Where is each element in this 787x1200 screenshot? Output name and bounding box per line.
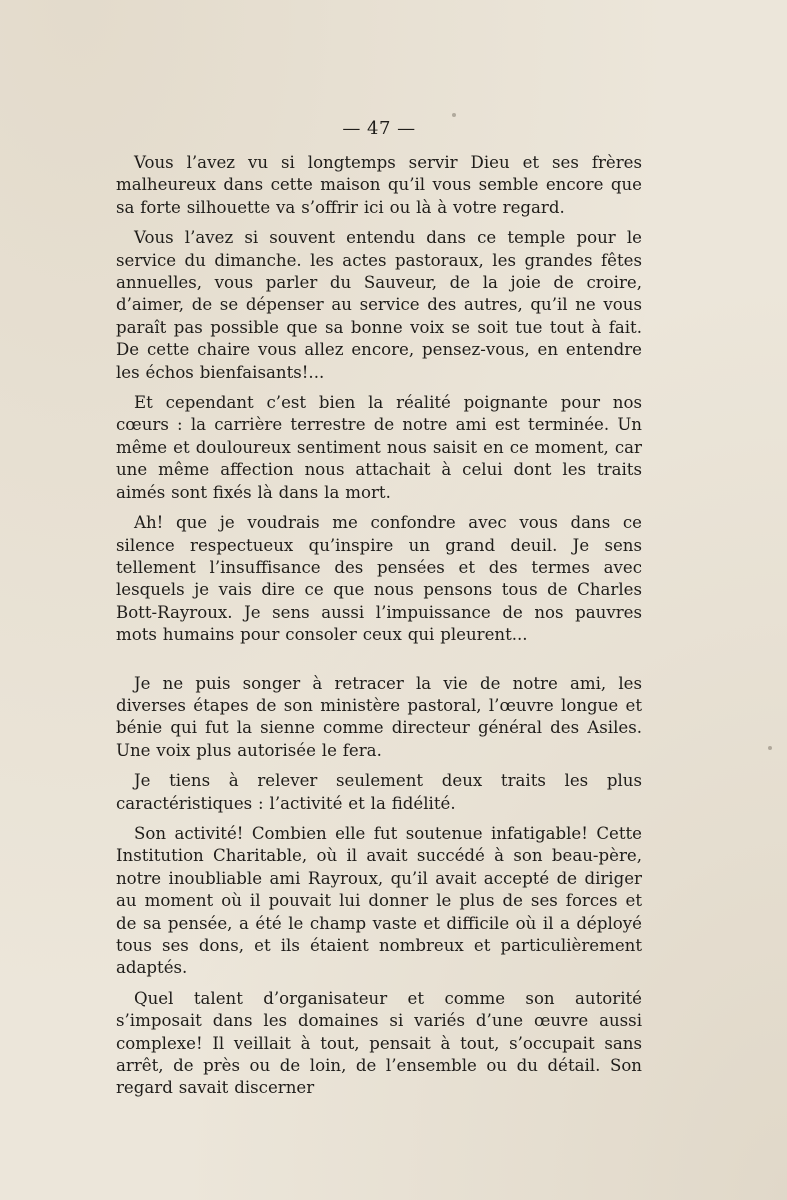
paragraph: Ah! que je voudrais me confondre avec vous dans ce silence respectueux qu’inspire un grand deuil. Je sens tellement l’insuffisance des pensées et des termes avec lesquels je vais dire ce que nous pensons tous de Charles Bott-Rayroux. Je sens aussi l’impuissance de nos pauvres mots humains pour consoler ceux qui pleurent...	[116, 513, 642, 645]
paragraph: Je ne puis songer à retracer la vie de notre ami, les diverses étapes de son ministère pastoral, l’œuvre longue et bénie qui fut la sienne comme directeur général des Asiles. Une voix plus autorisée le fera.	[116, 673, 642, 760]
page-content	[116, 118, 642, 1100]
page-number: — 47 —	[342, 118, 416, 139]
section-break	[116, 647, 642, 673]
paper-speck	[452, 113, 456, 117]
paragraph: Je tiens à relever seulement deux traits les plus caractéristiques : l’activité et la fidélité.	[116, 771, 642, 813]
text-section-1	[116, 152, 642, 647]
paragraph: Vous l’avez vu si longtemps servir Dieu et ses frères malheureux dans cette maison qu’il vous semble encore que sa forte silhouette va s’offrir ici ou là à votre regard.	[116, 153, 642, 217]
paragraph: Son activité! Combien elle fut soutenue infatigable! Cette Institution Charitable, où il avait succédé à son beau-père, notre inoubliable ami Rayroux, qu’il avait accepté de diriger au moment où il pouvait lui donner le plus de ses forces et de sa pensée, a été le champ vaste et difficile où il a déployé tous ses dons, et ils étaient nombreux et particulièrement adaptés.	[116, 823, 642, 978]
paragraph: Vous l’avez si souvent entendu dans ce temple pour le service du dimanche. les actes pastoraux, les grandes fêtes annuelles, vous parler du Sauveur, de la joie de croire, d’aimer, de se dépenser au service des autres, qu’il ne vous paraît pas possible que sa bonne voix se soit tue tout à fait. De cette chaire vous allez encore, pensez-vous, en entendre les échos bienfaisants!...	[116, 228, 642, 382]
paragraph: Quel talent d’organisateur et comme son autorité s’imposait dans les domaines si variés d’une œuvre aussi complexe! Il veillait à tout, pensait à tout, s’occupait sans arrêt, de près ou de loin, de l’ensemble ou du détail. Son regard savait discerner	[116, 988, 642, 1098]
text-section-2	[116, 673, 642, 1100]
paragraph: Et cependant c’est bien la réalité poignante pour nos cœurs : la carrière terrestre de notre ami est terminée. Un même et douloureux sentiment nous saisit en ce moment, car une même affection nous attachait à celui dont les traits aimés sont fixés là dans la mort.	[116, 393, 642, 502]
paper-speck	[768, 746, 772, 750]
